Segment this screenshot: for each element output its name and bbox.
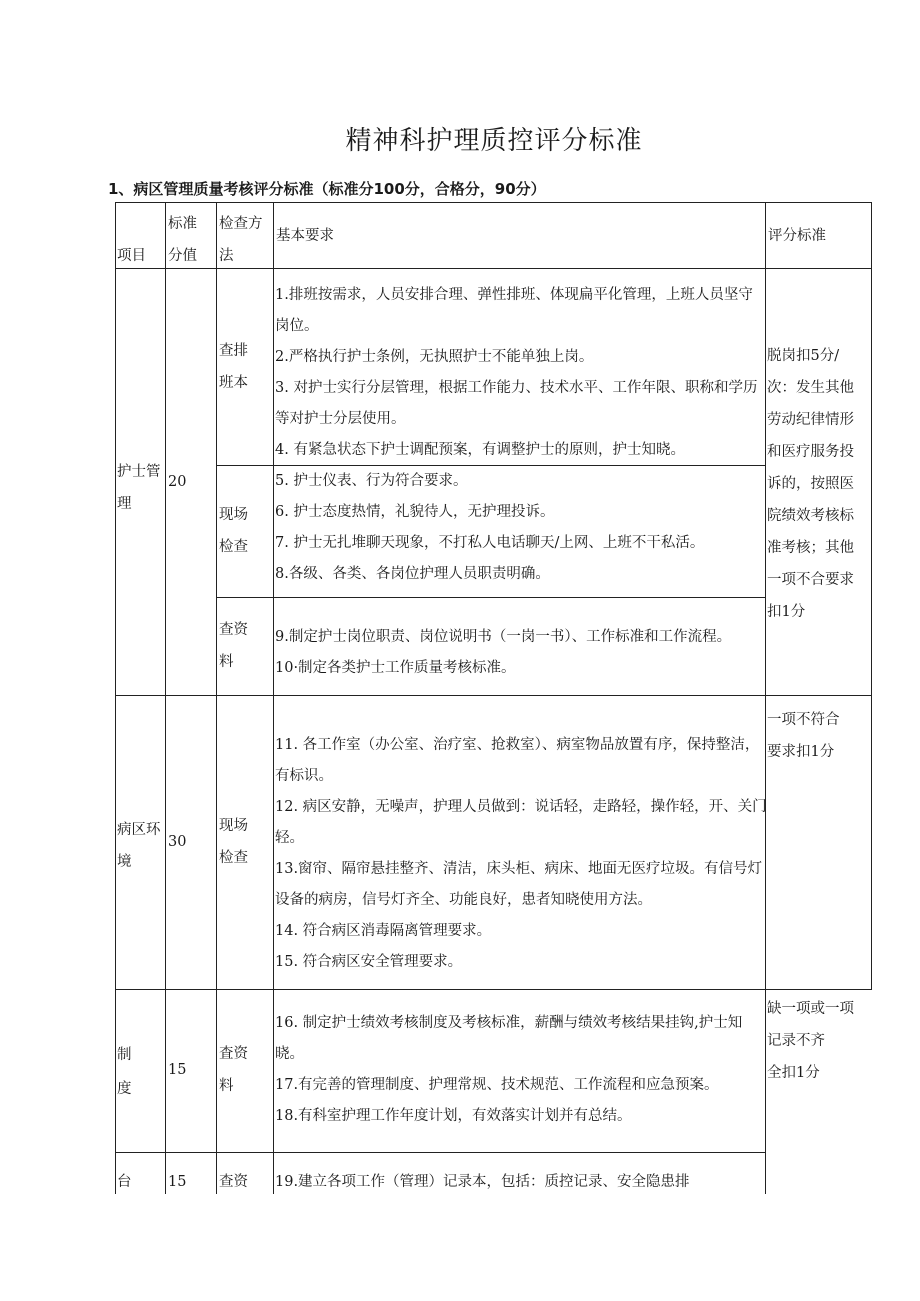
row-divider <box>216 597 765 598</box>
header-requirements: 基本要求 <box>276 228 334 244</box>
method-check-documents: 查资 料 <box>219 622 248 670</box>
col-divider <box>273 202 274 1194</box>
requirement-item: 10·制定各类护士工作质量考核标准。 <box>275 660 516 676</box>
method-onsite-check-env: 现场 检查 <box>219 818 248 866</box>
header-criteria: 评分标准 <box>768 228 826 244</box>
method-ledger: 查资 <box>219 1174 248 1190</box>
row-divider <box>115 695 872 696</box>
requirements-ledger <box>275 1166 767 1198</box>
requirement-item: 9.制定护士岗位职责、岗位说明书（一岗一书）、工作标准和工作流程。 <box>275 629 732 645</box>
requirement-item: 15. 符合病区安全管理要求。 <box>275 954 463 970</box>
document-title: 精神科护理质控评分标准 <box>345 126 643 156</box>
method-check-documents-system: 査资 料 <box>219 1046 248 1094</box>
requirements-nursing-documents <box>275 622 767 684</box>
requirement-item: 6. 护士态度热情，礼貌待人，无护理投诉。 <box>275 504 555 520</box>
requirement-item: 5. 护士仪表、行为符合要求。 <box>275 473 468 489</box>
score-environment: 30 <box>168 834 187 850</box>
table-border-right <box>871 202 872 989</box>
table-border-top <box>115 202 872 203</box>
item-ledger: 台 <box>117 1174 132 1190</box>
criteria-system: 缺一项或一项 记录不齐 全扣1分 <box>767 1001 854 1081</box>
requirements-environment <box>275 730 767 978</box>
header-score: 标准 分值 <box>168 216 197 264</box>
requirement-item: 14. 符合病区消毒隔离管理要求。 <box>275 923 492 939</box>
requirements-nursing-schedule <box>275 280 767 466</box>
requirement-item: 13.窗帘、隔帘悬挂整齐、清洁，床头柜、病床、地面无医疗垃圾。有信号灯设备的病房，信号灯齐全、功能良好，患者知晓使用方法。 <box>275 861 763 908</box>
requirements-system <box>275 1008 767 1132</box>
requirement-item: 17.有完善的管理制度、护理常规、技术规范、工作流程和应急预案。 <box>275 1077 719 1093</box>
requirement-item: 11. 各工作室（办公室、治疗室、抢救室）、病室物品放置有序，保持整洁，有标识。 <box>275 737 760 784</box>
requirement-item: 2.严格执行护士条例，无执照护士不能单独上岗。 <box>275 349 594 365</box>
requirement-item: 19.建立各项工作（管理）记录本，包括：质控记录、安全隐患排 <box>275 1174 690 1190</box>
col-divider <box>165 202 166 1194</box>
requirement-item: 18.有科室护理工作年度计划，有效落实计划并有总结。 <box>275 1108 632 1124</box>
header-item: 项目 <box>117 248 146 264</box>
item-nursing-management: 护士管 理 <box>117 464 161 512</box>
requirement-item: 1.排班按需求，人员安排合理、弹性排班、体现扁平化管理，上班人员坚守岗位。 <box>275 287 753 334</box>
requirement-item: 7. 护士无扎堆聊天现象，不打私人电话聊天/上网、上班不干私活。 <box>275 535 705 551</box>
requirement-item: 16. 制定护士绩效考核制度及考核标准，薪酬与绩效考核结果挂钩,护士知晓。 <box>275 1015 743 1062</box>
criteria-environment: 一项不符合 要求扣1分 <box>767 712 840 760</box>
row-divider <box>115 989 872 990</box>
method-onsite-check: 现场 检查 <box>219 507 248 555</box>
item-ward-environment: 病区环 境 <box>117 822 161 870</box>
requirement-item: 3. 对护士实行分层管理，根据工作能力、技术水平、工作年限、职称和学历等对护士分层使用。 <box>275 380 758 427</box>
header-method: 检查方 法 <box>219 216 263 264</box>
item-system: 制 度 <box>117 1047 132 1097</box>
requirement-item: 8.各级、各类、各岗位护理人员职责明确。 <box>275 566 550 582</box>
section-subtitle: 1、病区管理质量考核评分标准（标准分100分，合格分，90分） <box>108 180 546 198</box>
requirements-nursing-onsite <box>275 466 767 590</box>
score-system: 15 <box>168 1062 187 1078</box>
col-divider <box>216 202 217 1194</box>
requirement-item: 12. 病区安静，无噪声，护理人员做到：说话轻，走路轻，操作轻，开、关门轻。 <box>275 799 767 846</box>
requirement-item: 4. 有紧急状态下护士调配预案，有调整护士的原则，护士知晓。 <box>275 442 685 458</box>
method-check-schedule: 查排 班本 <box>219 343 248 391</box>
row-divider <box>115 1152 765 1153</box>
score-nursing: 20 <box>168 474 187 490</box>
table-border-left <box>115 202 116 1194</box>
score-ledger: 15 <box>168 1174 187 1190</box>
criteria-nursing: 脱岗扣5分/ 次：发生其他 劳动纪律情形 和医疗服务投 诉的，按照医 院绩效考核标 准考核；其他 一项不合要求 扣1分 <box>767 348 854 620</box>
